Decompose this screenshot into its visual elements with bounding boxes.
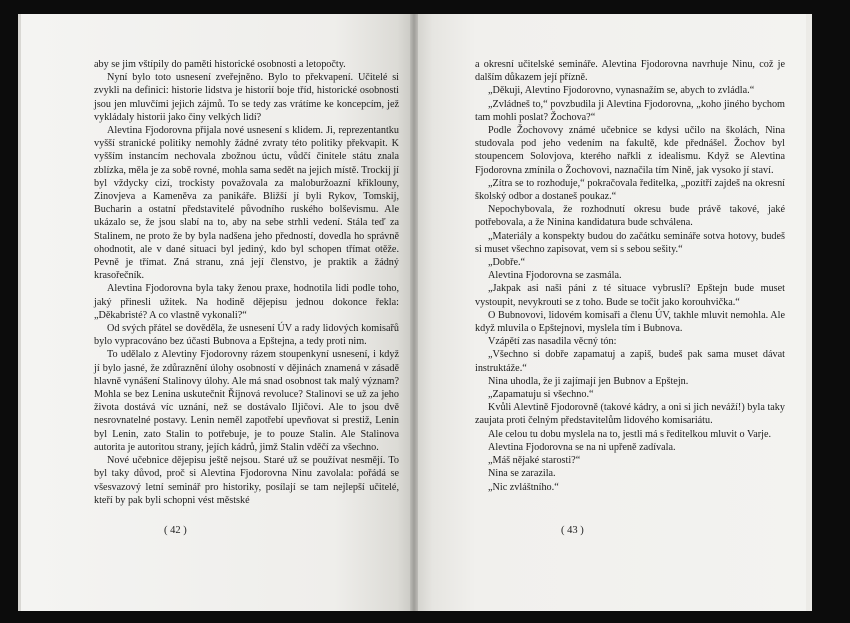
paragraph: „Dobře.“	[488, 257, 526, 269]
paragraph: „Zapamatuju si všechno.“	[488, 389, 594, 401]
paragraph: „Nic zvláštního.“	[488, 481, 559, 493]
paragraph: Nina uhodla, že ji zajímají jen Bubnov a Epštejn.	[488, 375, 689, 387]
paragraph: Alevtina Fjodorovna přijala nové usnesení s klidem. Ji, reprezentantku vyšší stranické politiky nemohly žádné zvraty této politiky překvapit. K vyšším instancím nechovala zbožnou úctu, vůdčí činitele státu znala zblízka, měla je za sobě rovné, mohla sama sedět na jejich místě. Trockij jí byl vždycky cizí, trockisty považovala za maloburžoazní křiklouny, Zinovjeva a Kameněva za panikáře. Bližší jí byli Rykov, Tomskij, Bucharin a ostatní představitelé původního ruského bolševismu. Ale ukázalo se, že jsou slabí na to, aby na sebe strhli vedení. Stála teď za Stalinem, ne proto že by byla nadšena jeho předností, dovedla ho správně ohodnotit, ale v dané situaci byl jediný, kdo byl schopen třímat otěže. Pevně je třímat. Zná stranu, zná její členstvo, je praktik a žádný krasořečník.	[94, 125, 399, 282]
paragraph: „Materiály a konspekty budou do začátku semináře sotva hotovy, budeš si muset všechno zapisovat, vem si s sebou sešity.“	[475, 230, 785, 255]
book-spread	[18, 14, 812, 611]
paragraph: „Děkuji, Alevtino Fjodorovno, vynasnažím se, abych to zvládla.“	[488, 85, 755, 97]
paragraph: Alevtina Fjodorovna se zasmála.	[488, 270, 622, 282]
paragraph: „Zítra se to rozhoduje,“ pokračovala ředitelka, „pozítří zajdeš na okresní školský odbor a dostaneš poukaz.“	[475, 177, 785, 203]
paragraph: To udělalo z Alevtiny Fjodorovny rázem stoupenkyní usnesení, i když jí bylo jasné, že zdůraznění úlohy osobností v dějinách znamená v zásadě hlavně vynášení Stalinovy úlohy. Ale má snad osobnost tak malý význam? Mohla se bez Lenina uskutečnit Říjnová revoluce? Stalinovi se už za jeho života dostává víc uznání, než se dostávalo Iljičovi. Ale to jsou dvě nesrovnatelné postavy. Lenin neměl zapotřebí upevňovat si prestiž, Lenin byl Lenin, zato Stalin to potřebuje, je to pouze Stalin. Ale Stalinova autorita je autoritou strany, jejích kádrů, jimž Stalin vděčí za všechno.	[94, 349, 399, 453]
paragraph: Nyní bylo toto usnesení zveřejněno. Bylo to překvapení. Učitelé si zvykli na definici: historie lidstva je historií boje tříd, historické osobnosti jsou jen mluvčími jejich zájmů. To se tedy zas vrátíme ke koncepcím, jež vykládaly historii jako činy velkých lidí?	[94, 72, 399, 123]
book-gutter	[410, 14, 418, 611]
paragraph: „Jakpak asi naši páni z té situace vybruslí? Epštejn bude muset vystoupit, nevykrouti se z toho. Bude se točit jako korouhvička.“	[475, 283, 785, 308]
left-page	[18, 14, 413, 611]
paragraph: aby se jim vštípily do paměti historické osobnosti a letopočty.	[94, 59, 346, 70]
paragraph: „Všechno si dobře zapamatuj a zapiš, budeš pak sama muset dávat instruktáže.“	[475, 349, 785, 374]
left-page-text	[94, 58, 399, 507]
paragraph: „Máš nějaké starosti?“	[488, 455, 581, 467]
paragraph: Ale celou tu dobu myslela na to, jestli má s ředitelkou mluvit o Varje.	[488, 428, 772, 440]
paragraph: Alevtina Fjodorovna se na ni upřeně zadívala.	[488, 441, 676, 453]
paragraph: O Bubnovovi, lidovém komisaři a členu ÚV, takhle mluvit nemohla. Ale když mluvila o Epštejnovi, myslela tím i Bubnova.	[475, 309, 785, 335]
paragraph: Nové učebnice dějepisu ještě nejsou. Staré už se používat nesmějí. To byl taky důvod, proč si Alevtina Fjodorovna Ninu zavolala: pořádá se všesvazový letní seminář pro historiky, posílají se tam nejlepší učitelé, kteří by pak byli schopni vést městské	[94, 455, 399, 506]
paragraph: Kvůli Alevtině Fjodorovně (takové kádry, a oni si jich neváží!) byla taky zaujata proti čelným představitelům lidového komisariátu.	[475, 402, 785, 427]
paragraph: a okresní učitelské semináře. Alevtina Fjodorovna navrhuje Ninu, což je dalším důkazem její přízně.	[475, 59, 785, 84]
paragraph: Nepochybovala, že rozhodnutí okresu bude právě takové, jaké potřebovala, a že Ninina kandidatura bude schválena.	[475, 204, 785, 229]
paragraph: Alevtina Fjodorovna byla taky ženou praxe, hodnotila lidi podle toho, jaký přinesli užitek. Na hodině dějepisu jednou dokonce řekla: „Děkabristé? A co vlastně vykonali?“	[94, 283, 399, 321]
paragraph: Od svých přátel se dověděla, že usnesení ÚV a rady lidových komisařů bylo vypracováno bez účasti Bubnova a Epštejna, a tedy proti nim.	[94, 323, 399, 348]
paragraph: Podle Žochovovy známé učebnice se kdysi učilo na školách, Nina studovala pod jeho vedením na fakultě, kde přednášel. Žochov byl stoupencem Solovjova, kterého nařkli z idealismu. Když se Alevtina Fjodorovna zmínila o Žochovovi, naznačila tím Nině, jak vysoko jí staví.	[475, 125, 785, 176]
page-number: ( 42 )	[164, 525, 187, 536]
paragraph: Nina se zarazila.	[488, 468, 556, 480]
paragraph: „Zvládneš to,“ povzbudila ji Alevtina Fjodorovna, „koho jiného bychom tam mohli poslat? Žochova?“	[475, 98, 785, 123]
paragraph: Vzápětí zas nasadila věcný tón:	[488, 336, 617, 348]
page-number: ( 43 )	[561, 525, 584, 536]
right-page-text	[475, 58, 785, 494]
right-page	[413, 14, 812, 611]
